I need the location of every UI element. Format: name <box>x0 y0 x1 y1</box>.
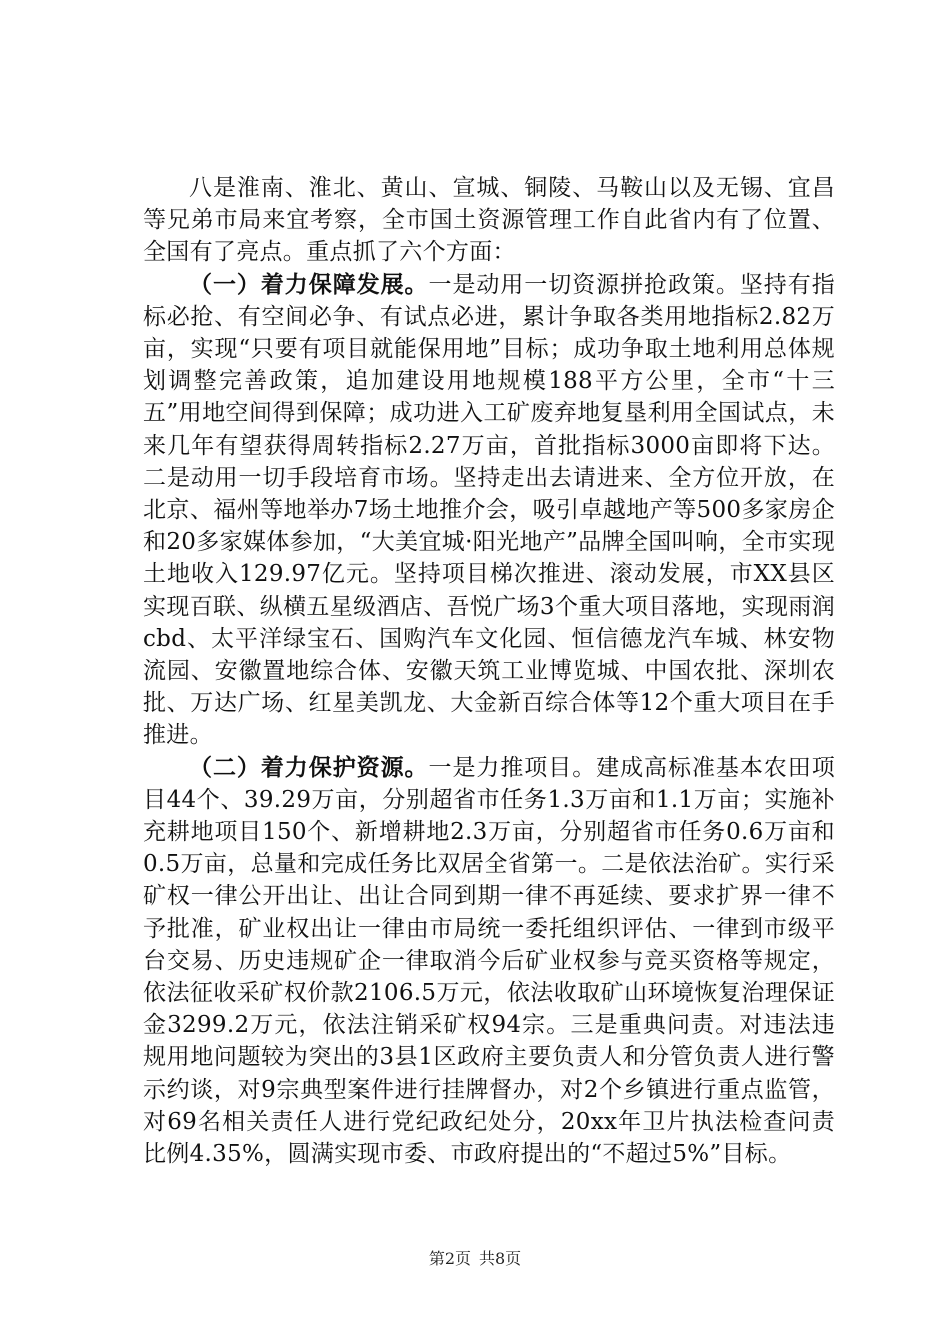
page-total: 共8页 <box>479 1249 522 1268</box>
document-body <box>143 172 835 1170</box>
section-heading-1: （一）着力保障发展。 <box>189 271 429 298</box>
paragraph-text: 一是动用一切资源拼抢政策。坚持有指标必抢、有空间必争、有试点必进，累计争取各类用地指标2.82万亩，实现“只要有项目就能保用地”目标；成功争取土地利用总体规划调整完善政策，追加建设用地规模188平方公里，全市“十三五”用地空间得到保障；成功进入工矿废弃地复垦利用全国试点，未来几年有望获得周转指标2.27万亩，首批指标3000亩即将下达。二是动用一切手段培育市场。坚持走出去请进来、全方位开放，在北京、福州等地举办7场土地推介会，吸引卓越地产等500多家房企和20多家媒体参加，“大美宜城·阳光地产”品牌全国叫响，全市实现土地收入129.97亿元。坚持项目梯次推进、滚动发展，市XX县区实现百联、纵横五星级酒店、吾悦广场3个重大项目落地，实现雨润cbd、太平洋绿宝石、国购汽车文化园、恒信德龙汽车城、林安物流园、安徽置地综合体、安徽天筑工业博览城、中国农批、深圳农批、万达广场、红星美凯龙、大金新百综合体等12个重大项目在手推进。 <box>143 271 835 749</box>
page-footer <box>0 1246 950 1269</box>
paragraph-intro <box>143 172 835 269</box>
section-heading-2: （二）着力保护资源。 <box>189 754 429 781</box>
paragraph-section-1 <box>143 269 835 752</box>
paragraph-text: 一是力推项目。建成高标准基本农田项目44个、39.29万亩，分别超省市任务1.3万亩和1.1万亩；实施补充耕地项目150个、新增耕地2.3万亩，分别超省市任务0.6万亩和0.5万亩，总量和完成任务比双居全省第一。二是依法治矿。实行采矿权一律公开出让、出让合同到期一律不再延续、要求扩界一律不予批准，矿业权出让一律由市局统一委托组织评估、一律到市级平台交易、历史违规矿企一律取消今后矿业权参与竞买资格等规定，依法征收采矿权价款2106.5万元，依法收取矿山环境恢复治理保证金3299.2万元，依法注销采矿权94宗。三是重典问责。对违法违规用地问题较为突出的3县1区政府主要负责人和分管负责人进行警示约谈，对9宗典型案件进行挂牌督办，对2个乡镇进行重点监管，对69名相关责任人进行党纪政纪处分，20xx年卫片执法检查问责比例4.35%，圆满实现市委、市政府提出的“不超过5%”目标。 <box>143 754 835 1168</box>
page-number: 第2页 <box>428 1249 471 1268</box>
paragraph-section-2 <box>143 752 835 1171</box>
paragraph-text: 八是淮南、淮北、黄山、宣城、铜陵、马鞍山以及无锡、宜昌等兄弟市局来宜考察，全市国土资源管理工作自此省内有了位置、全国有了亮点。重点抓了六个方面： <box>143 175 835 266</box>
